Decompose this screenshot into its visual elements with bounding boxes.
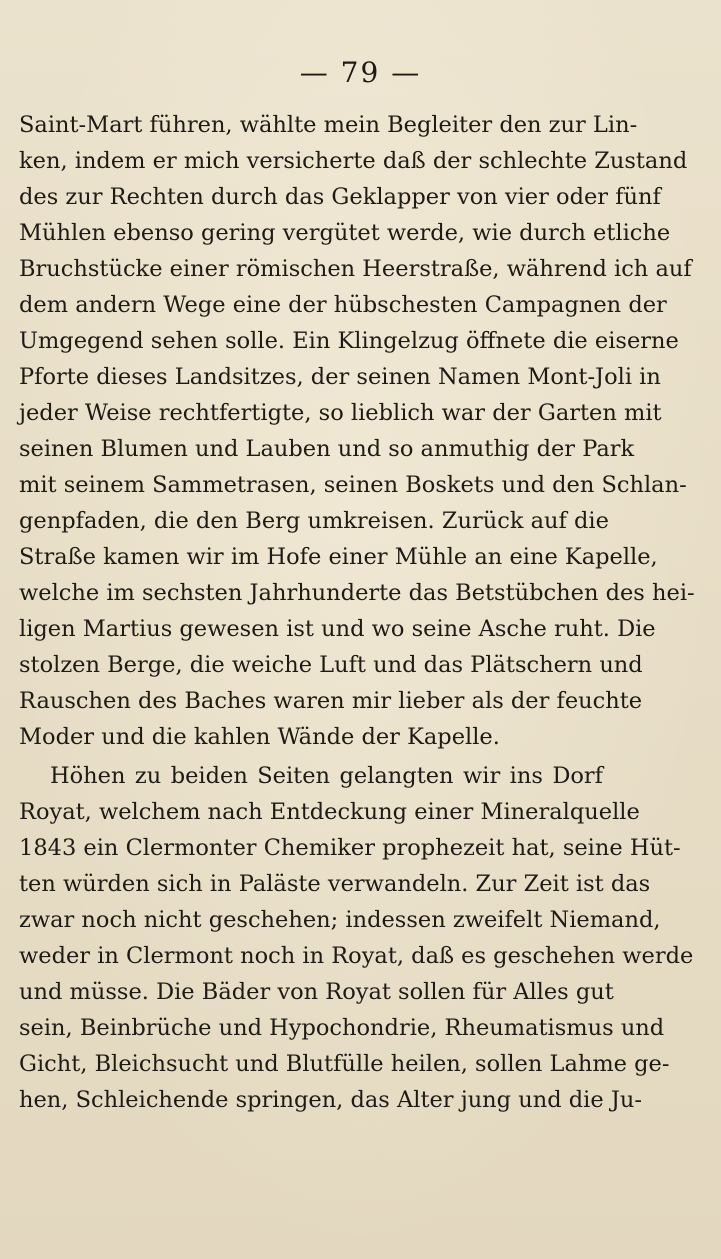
text-line: zwar noch nicht geschehen; indessen zweifelt Niemand, (19, 907, 661, 933)
text-line: und müsse. Die Bäder von Royat sollen für Alles gut (19, 979, 614, 1005)
text-line: Gicht, Bleichsucht und Blutfülle heilen, sollen Lahme ge- (19, 1051, 670, 1077)
text-line: Bruchstücke einer römischen Heerstraße, während ich auf (19, 256, 692, 282)
text-line: 1843 ein Clermonter Chemiker prophezeit hat, seine Hüt- (19, 835, 681, 861)
text-line: ten würden sich in Paläste verwandeln. Zur Zeit ist das (19, 871, 651, 897)
text-line: genpfaden, die den Berg umkreisen. Zurück auf die (19, 508, 609, 534)
text-line: Rauschen des Baches waren mir lieber als der feuchte (19, 688, 643, 714)
text-line: jeder Weise rechtfertigte, so lieblich war der Garten mit (19, 400, 662, 426)
text-line: Umgegend sehen solle. Ein Klingelzug öffnete die eiserne (19, 328, 679, 354)
text-line: ligen Martius gewesen ist und wo seine Asche ruht. Die (19, 616, 656, 642)
text-line: Royat, welchem nach Entdeckung einer Mineralquelle (19, 799, 640, 825)
paragraph-2 (19, 758, 694, 1118)
text-line: dem andern Wege eine der hübschesten Campagnen der (19, 292, 667, 318)
text-line: ken, indem er mich versicherte daß der schlechte Zustand (19, 148, 688, 174)
text-line: hen, Schleichende springen, das Alter jung und die Ju- (19, 1087, 642, 1113)
text-line: Höhen zu beiden Seiten gelangten wir ins Dorf (50, 763, 603, 789)
text-line: Moder und die kahlen Wände der Kapelle. (19, 724, 500, 750)
text-line: stolzen Berge, die weiche Luft und das Plätschern und (19, 652, 643, 678)
text-line: weder in Clermont noch in Royat, daß es geschehen werde (19, 943, 694, 969)
text-line: welche im sechsten Jahrhunderte das Betstübchen des hei- (19, 580, 695, 606)
text-line: Pforte dieses Landsitzes, der seinen Namen Mont-Joli in (19, 364, 661, 390)
text-line: Straße kamen wir im Hofe einer Mühle an eine Kapelle, (19, 544, 658, 570)
paragraph-1 (19, 107, 695, 755)
text-line: Saint-Mart führen, wählte mein Begleiter den zur Lin- (19, 112, 638, 138)
text-line: seinen Blumen und Lauben und so anmuthig der Park (19, 436, 635, 462)
page-number-header: — 79 — (299, 56, 422, 89)
text-line: Mühlen ebenso gering vergütet werde, wie durch etliche (19, 220, 671, 246)
text-line: mit seinem Sammetrasen, seinen Boskets und den Schlan- (19, 472, 687, 498)
text-line: sein, Beinbrüche und Hypochondrie, Rheumatismus und (19, 1015, 665, 1041)
text-line: des zur Rechten durch das Geklapper von vier oder fünf (19, 184, 661, 210)
